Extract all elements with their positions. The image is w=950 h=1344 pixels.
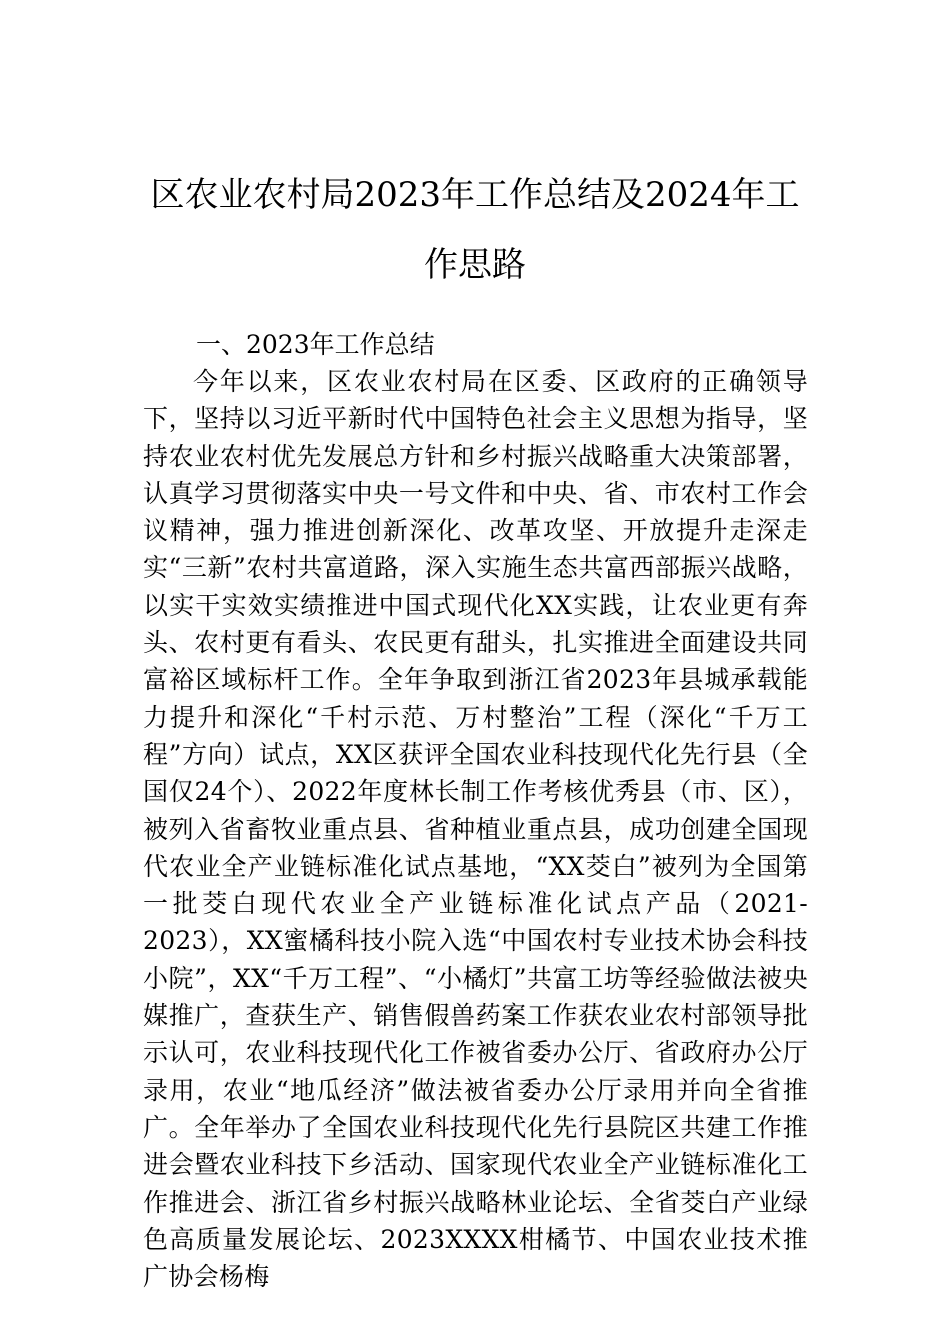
body-paragraph: 今年以来，区农业农村局在区委、区政府的正确领导下，坚持以习近平新时代中国特色社会主义思想为指导，坚持农业农村优先发展总方针和乡村振兴战略重大决策部署，认真学习贯彻落实中央一号文件和中央、省、市农村工作会议精神，强力推进创新深化、改革攻坚、开放提升走深走实“三新”农村共富道路，深入实施生态共富西部振兴战略，以实干实效实绩推进中国式现代化XX实践，让农业更有奔头、农村更有看头、农民更有甜头，扎实推进全面建设共同富裕区域标杆工作。全年争取到浙江省2023年县城承载能力提升和深化“千村示范、万村整治”工程（深化“千万工程”方向）试点，XX区获评全国农业科技现代化先行县（全国仅24个）、2022年度林长制工作考核优秀县（市、区），被列入省畜牧业重点县、省种植业重点县，成功创建全国现代农业全产业链标准化试点基地，“XX茭白”被列为全国第一批茭白现代农业全产业链标准化试点产品（2021-2023），XX蜜橘科技小院入选“中国农村专业技术协会科技小院”，XX“千万工程”、“小橘灯”共富工坊等经验做法被央媒推广，查获生产、销售假兽药案工作获农业农村部领导批示认可，农业科技现代化工作被省委办公厅、省政府办公厅录用，农业“地瓜经济”做法被省委办公厅录用并向全省推广。全年举办了全国农业科技现代化先行县院区共建工作推进会暨农业科技下乡活动、国家现代农业全产业链标准化工作推进会、浙江省乡村振兴战略林业论坛、全省茭白产业绿色高质量发展论坛、2023XXXX柑橘节、中国农业技术推广协会杨梅 [143,367,808,1292]
section-heading: 一、2023年工作总结 [196,330,435,359]
document-title: 区农业农村局2023年工作总结及2024年工作思路 [150,175,800,285]
